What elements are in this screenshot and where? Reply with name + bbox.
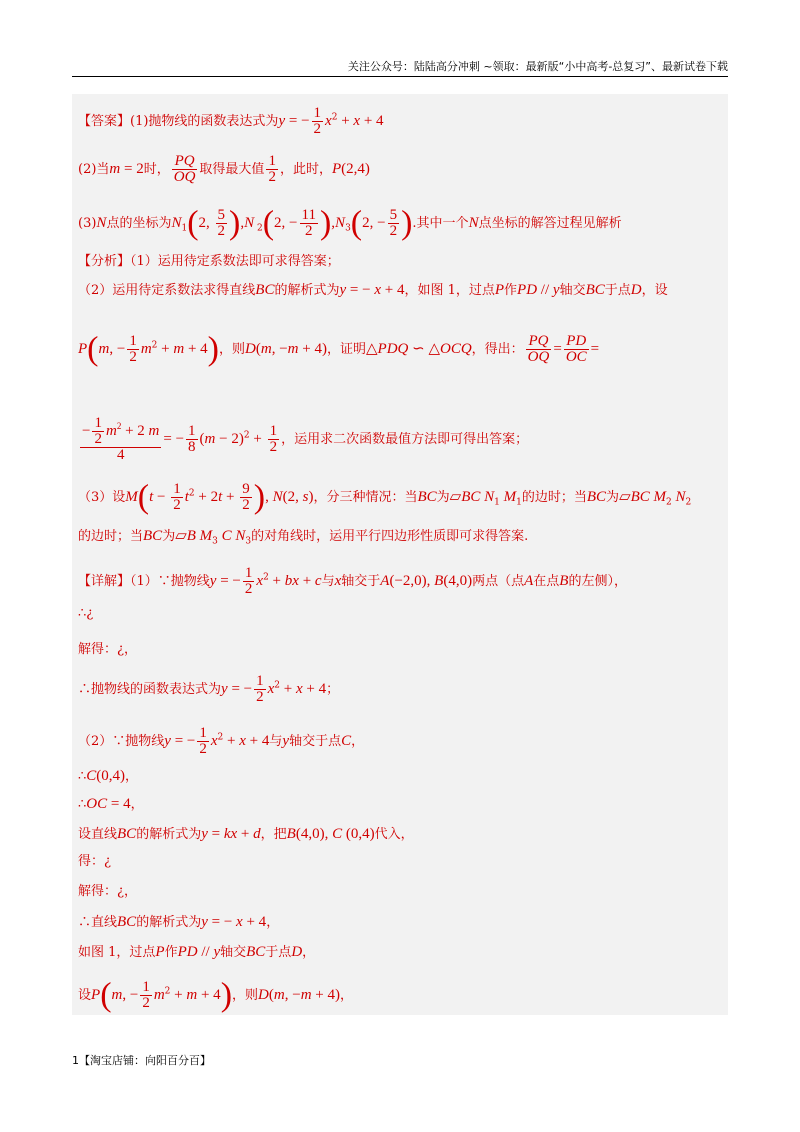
answer-line-2: (2)当m = 2时， $\frac{PQ}{OQ}$ 取得最大值 $\frac{1}{2}$ ，此时，P(2,4) — [78, 153, 370, 185]
detail-line-2: ∴¿ — [78, 606, 94, 621]
detail-line-10: 解得：¿， — [78, 884, 137, 899]
detail-line-5: （2）∵抛物线y = − $\frac{1}{2}$ $x^2 + x + 4$与y轴交于点C， — [78, 725, 365, 757]
detail-line-6: ∴C(0,4)， — [78, 768, 139, 784]
detail-line-7: ∴OC = 4， — [78, 796, 144, 812]
page-header: 关注公众号：陆陆高分冲刺 ~领取：最新版“小中高考-总复习”、最新试卷下载 — [347, 60, 728, 73]
detail-line-3: 解得：¿， — [78, 642, 137, 657]
analysis-line-4: − $\frac{1}{2}$ $m^2 + 2$ m 4 = − $\frac{1}{8}$ $(m - 2)^2$ + $\frac{1}{2}$ ，运用求二次函数最值方法即可得出答案； — [82, 415, 529, 463]
detail-line-12: 如图 1，过点P作PD // y轴交BC于点D， — [78, 944, 316, 960]
detail-line-4: ∴抛物线的函数表达式为y = − $\frac{1}{2}$ $x^2 + x + 4$； — [78, 673, 340, 705]
page-footer: 1【淘宝店铺：向阳百分百】 — [72, 1054, 211, 1067]
detail-line-9: 得：¿ — [78, 854, 111, 869]
analysis-line-5: （3）设M(t − $\frac{1}{2}$ $t^2 + 2t$ + $\frac{9}{2}$ ), N(2, s)，分三种情况：当BC为▱BC $N_1$ $M_1$的边时；当BC为▱BC $M_2$ $N_2$ — [78, 478, 692, 516]
detail-line-1: 【详解】（1）∵抛物线y = − $\frac{1}{2}$ $x^2$ + bx + c与x轴交于A(−2,0), B(4,0)两点（点A在点B的左侧）， — [78, 565, 627, 597]
detail-line-11: ∴直线BC的解析式为y = − x + 4， — [78, 914, 280, 930]
answer-line-3: (3)N点的坐标为$N_1(2$, $\frac{5}{2}$ ),N $_2$(2, − $\frac{11}{2}$ )$,N_3(2$, − $\frac{5}{2}$ ).其中一个N点坐标的解答过程见解析 — [78, 204, 622, 242]
analysis-line-3: P(m, − $\frac{1}{2}$ $m^2 + m + 4$)，则D(m, −m + 4)，证明△PDQ ∽ △OCQ，得出： $\frac{PQ}{OQ}$ = $\frac{PD}{OC}$ = — [78, 330, 600, 368]
detail-line-13: 设P(m, − $\frac{1}{2}$ $m^2 + m + 4$)，则D(m, −m + 4)， — [78, 976, 354, 1014]
header-rule — [72, 76, 728, 77]
analysis-line-2: （2）运用待定系数法求得直线BC的解析式为y = − x + 4，如图 1，过点P作PD // y轴交BC于点D，设 — [78, 282, 668, 298]
analysis-line-6: 的边时；当BC为▱B $M_3$ C $N_3$的对角线时，运用平行四边形性质即可求得答案. — [78, 528, 529, 547]
analysis-line-1: 【分析】（1）运用待定系数法即可求得答案； — [78, 254, 340, 269]
answer-line-1: 【答案】(1)抛物线的函数表达式为y = − $\frac{1}{2}$ $x^2 + x + 4$ — [78, 105, 384, 137]
detail-line-8: 设直线BC的解析式为y = kx + d，把B(4,0), C (0,4)代入， — [78, 826, 414, 842]
